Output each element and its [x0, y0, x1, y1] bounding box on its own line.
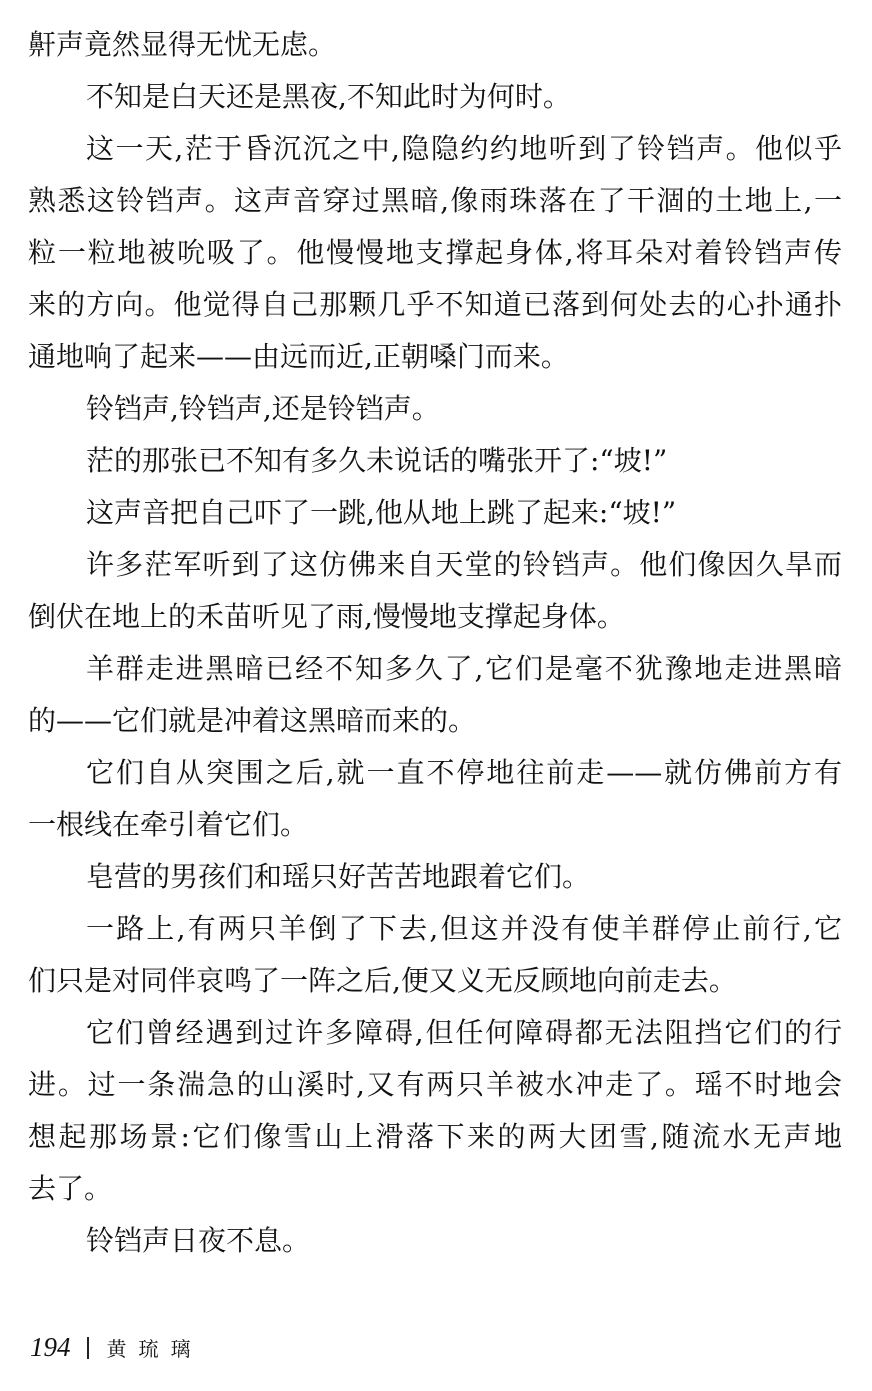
text-line: 们只是对同伴哀鸣了一阵之后,便又义无反顾地向前走去。: [28, 964, 737, 997]
footer-divider: [87, 1337, 89, 1359]
text-line: 进。过一条湍急的山溪时,又有两只羊被水冲走了。瑶不时地会: [28, 1068, 842, 1101]
text-line: 茫的那张已不知有多久未说话的嘴张开了:“坡!”: [86, 444, 668, 477]
text-line: 皂营的男孩们和瑶只好苦苦地跟着它们。: [86, 860, 591, 893]
paragraph: [28, 903, 842, 1007]
paragraph: [28, 383, 842, 435]
text-line: 这一天,茫于昏沉沉之中,隐隐约约地听到了铃铛声。他似乎: [86, 132, 842, 165]
page-footer: [30, 1332, 203, 1363]
paragraph: [28, 19, 842, 71]
paragraph: [28, 435, 842, 487]
text-line: 粒一粒地被吮吸了。他慢慢地支撑起身体,将耳朵对着铃铛声传: [28, 236, 842, 269]
text-line: 许多茫军听到了这仿佛来自天堂的铃铛声。他们像因久旱而: [86, 548, 842, 581]
text-line: 一根线在牵引着它们。: [28, 808, 309, 841]
paragraph: [28, 1007, 842, 1215]
text-line: 去了。: [28, 1172, 113, 1205]
paragraph: [28, 487, 842, 539]
paragraph: [28, 123, 842, 383]
text-line: 它们自从突围之后,就一直不停地往前走——就仿佛前方有: [86, 756, 842, 789]
text-line: 一路上,有两只羊倒了下去,但这并没有使羊群停止前行,它: [86, 912, 842, 945]
text-line: 它们曾经遇到过许多障碍,但任何障碍都无法阻挡它们的行: [86, 1016, 842, 1049]
body-text: [28, 19, 842, 1267]
paragraph: [28, 643, 842, 747]
paragraph: [28, 851, 842, 903]
paragraph: [28, 1215, 842, 1267]
text-line: 的——它们就是冲着这黑暗而来的。: [28, 704, 477, 737]
text-line: 这声音把自己吓了一跳,他从地上跳了起来:“坡!”: [86, 496, 677, 529]
paragraph: [28, 539, 842, 643]
text-line: 不知是白天还是黑夜,不知此时为何时。: [86, 80, 571, 113]
text-line: 铃铛声日夜不息。: [86, 1224, 311, 1257]
text-line: 通地响了起来——由远而近,正朝嗓门而来。: [28, 340, 569, 373]
text-line: 铃铛声,铃铛声,还是铃铛声。: [86, 392, 440, 425]
text-line: 鼾声竟然显得无忧无虑。: [28, 28, 337, 61]
text-line: 羊群走进黑暗已经不知多久了,它们是毫不犹豫地走进黑暗: [86, 652, 842, 685]
text-line: 熟悉这铃铛声。这声音穿过黑暗,像雨珠落在了干涸的土地上,一: [28, 184, 842, 217]
book-title: 黄琉璃: [106, 1337, 203, 1361]
text-line: 倒伏在地上的禾苗听见了雨,慢慢地支撑起身体。: [28, 600, 625, 633]
paragraph: [28, 747, 842, 851]
text-line: 来的方向。他觉得自己那颗几乎不知道已落到何处去的心扑通扑: [28, 288, 842, 321]
text-line: 想起那场景:它们像雪山上滑落下来的两大团雪,随流水无声地: [28, 1120, 842, 1153]
page-number: 194: [30, 1332, 71, 1362]
paragraph: [28, 71, 842, 123]
